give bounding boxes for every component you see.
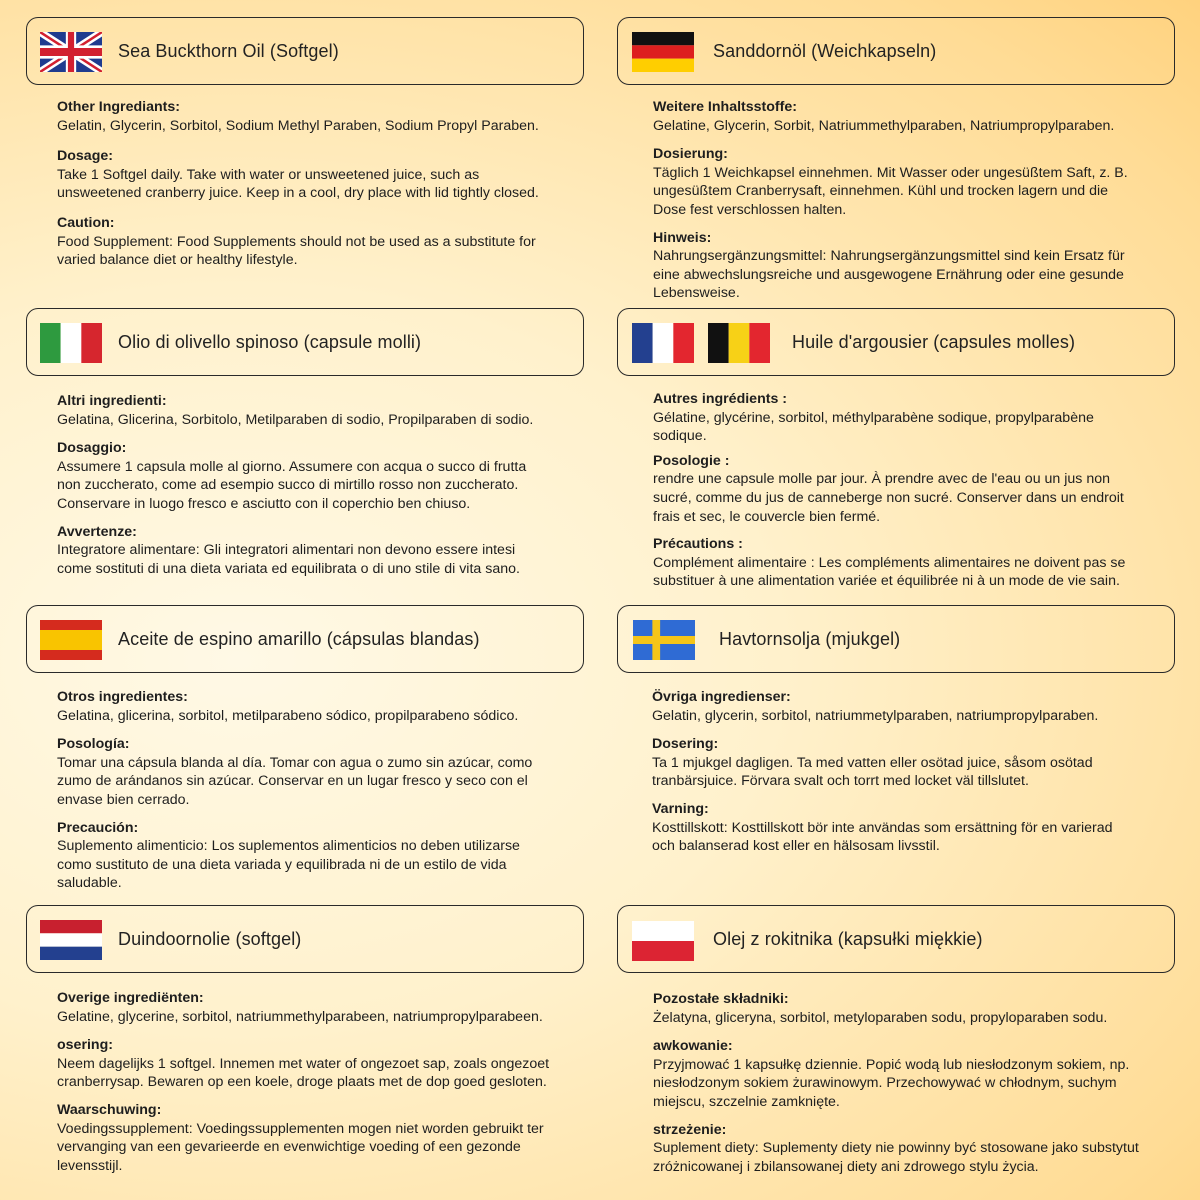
section-header-it <box>26 308 584 376</box>
section-title: Huile d'argousier (capsules molles) <box>792 331 1076 352</box>
section-title: Sea Buckthorn Oil (Softgel) <box>118 40 339 61</box>
item-line: frais et sec, le couvercle bien fermé. <box>653 508 881 525</box>
item-line: Kosttillskott: Kosttillskott bör inte användas som ersättning för en varierad <box>652 819 1113 836</box>
item-line: Ta 1 mjukgel dagligen. Ta med vatten eller osötad juice, såsom osötad <box>652 754 1093 771</box>
germany-flag-icon <box>632 32 694 72</box>
item-line: Suplement diety: Suplementy diety nie powinny być stosowane jako substytut <box>653 1140 1139 1157</box>
item-line: varied balance diet or healthy lifestyle. <box>57 252 298 269</box>
item-line: rendre une capsule molle par jour. À prendre avec de l'eau ou un jus non <box>653 471 1111 488</box>
item-line: substituer à une alimentation variée et équilibrée ni à un mode de vie sain. <box>653 573 1120 590</box>
item-line: Lebensweise. <box>653 285 740 302</box>
section-header-nl <box>26 905 584 973</box>
item-line: Take 1 Softgel daily. Take with water or unsweetened juice, such as <box>57 166 480 183</box>
item-line: Assumere 1 capsula molle al giorno. Assumere con acqua o succo di frutta <box>57 458 527 475</box>
item-line: ungesüßtem Cranberrysaft, einnehmen. Kühl und trocken lagern und die <box>653 183 1109 200</box>
item-heading: Altri ingredienti: <box>57 393 167 409</box>
item-line: Nahrungsergänzungsmittel: Nahrungsergänzungsmittel sind kein Ersatz für <box>653 248 1125 265</box>
italy-flag-icon <box>40 323 102 363</box>
item-line: och balanserad kost eller en hälsosam livsstil. <box>652 838 940 855</box>
item-heading: Dosierung: <box>653 146 728 163</box>
item-line: miejscu, szczelnie zamknięte. <box>653 1093 840 1110</box>
section-body-fr <box>653 390 1125 591</box>
item-line: Gelatin, glycerin, sorbitol, natriummetylparaben, natriumpropylparaben. <box>652 707 1099 724</box>
section-title: Duindoornolie (softgel) <box>118 928 302 949</box>
item-line: cranberrysap. Bewaren op een koele, droge plaats met de dop goed gesloten. <box>57 1074 547 1091</box>
item-line: sodique. <box>653 428 707 445</box>
item-line: Food Supplement: Food Supplements should not be used as a substitute for <box>57 233 536 250</box>
item-heading: Otros ingredientes: <box>57 689 188 705</box>
section-title: Olej z rokitnika (kapsułki miękkie) <box>713 928 983 949</box>
section-body-de <box>653 98 1128 303</box>
item-line: come sostituti di una dieta variata ed equilibrata o di uno stile di vita sano. <box>57 560 520 577</box>
item-line: Żelatyna, gliceryna, sorbitol, metyloparaben sodu, propyloparaben sodu. <box>653 1009 1108 1026</box>
item-line: Neem dagelijks 1 softgel. Innemen met water of ongezoet sap, zoals ongezoet <box>57 1055 550 1072</box>
uk-flag-icon <box>40 32 102 72</box>
section-body-it <box>57 392 533 578</box>
item-line: envase bien cerrado. <box>57 791 190 808</box>
item-line: zróżnicowanej i zbilansowanej diety ani zdrowego stylu życia. <box>653 1158 1039 1175</box>
section-body-es <box>57 688 532 893</box>
item-line: Gelatine, Glycerin, Sorbit, Natriummethylparaben, Natriumpropylparaben. <box>653 117 1115 134</box>
item-heading: Hinweis: <box>653 229 712 246</box>
item-line: Dose fest verschlossen halten. <box>653 201 847 218</box>
item-line: Przyjmować 1 kapsułkę dziennie. Popić wodą lub niesłodzonym sokiem, np. <box>653 1056 1130 1073</box>
item-heading: Précautions : <box>653 536 743 553</box>
item-line: Complément alimentaire : Les compléments alimentaires ne doivent pas se <box>653 554 1126 571</box>
item-line: Gelatina, glicerina, sorbitol, metilparabeno sódico, propilparabeno sódico. <box>57 707 519 724</box>
section-title: Aceite de espino amarillo (cápsulas blandas) <box>118 628 480 649</box>
item-heading: Waarschuwing: <box>57 1101 162 1118</box>
item-line: Täglich 1 Weichkapsel einnehmen. Mit Wasser oder ungesüßtem Saft, z. B. <box>653 164 1128 181</box>
item-line: Integratore alimentare: Gli integratori alimentari non devono essere intesi <box>57 542 516 559</box>
item-heading: Dosage: <box>57 148 113 165</box>
item-heading: Precaución: <box>57 819 139 836</box>
section-header-sv <box>617 605 1175 673</box>
item-line: Conservare in luogo fresco e asciutto con il coperchio ben chiuso. <box>57 495 471 512</box>
section-body-nl <box>57 989 549 1175</box>
item-heading: Weitere Inhaltsstoffe: <box>653 99 798 115</box>
section-header-pl <box>617 905 1175 973</box>
belgium-flag-icon <box>708 323 770 363</box>
section-header-es <box>26 605 584 673</box>
item-heading: Overige ingrediënten: <box>57 990 204 1006</box>
item-heading: osering: <box>57 1037 113 1054</box>
section-title: Olio di olivello spinoso (capsule molli) <box>118 331 422 352</box>
item-heading: Pozostałe składniki: <box>653 991 789 1007</box>
item-line: sucré, comme du jus de canneberge non sucré. Conserver dans un endroit <box>653 489 1124 506</box>
section-body-sv <box>652 688 1113 856</box>
item-line: vervanging van een gevarieerde en evenwichtige voeding of een gezonde <box>57 1139 521 1156</box>
item-line: eine abwechslungsreiche und ausgewogene Ernährung oder eine gesunde <box>653 266 1124 283</box>
item-line: Voedingssupplement: Voedingssupplementen mogen niet worden gebruikt ter <box>57 1120 544 1137</box>
section-header-fr <box>617 308 1175 376</box>
item-heading: strzeżenie: <box>653 1121 727 1138</box>
item-heading: Caution: <box>57 214 115 231</box>
section-title: Havtornsolja (mjukgel) <box>719 628 901 649</box>
item-line: como sustituto de una dieta variada y equilibrada ni de un estilo de vida <box>57 856 507 873</box>
france-flag-icon <box>632 323 694 363</box>
item-heading: Posologie : <box>653 452 730 469</box>
section-body-pl <box>653 990 1139 1176</box>
item-heading: Dosering: <box>652 736 719 753</box>
section-body-en <box>57 98 539 270</box>
item-line: Tomar una cápsula blanda al día. Tomar con agua o zumo sin azúcar, como <box>57 754 533 771</box>
item-line: Gélatine, glycérine, sorbitol, méthylparabène sodique, propylparabène <box>653 409 1094 426</box>
item-heading: Autres ingrédients : <box>653 391 788 407</box>
item-line: Gelatine, glycerine, sorbitol, natriummethylparabeen, natriumpropylparabeen. <box>57 1008 543 1025</box>
item-line: zumo de arándanos sin azúcar. Conservar en un lugar fresco y seco con el <box>57 773 528 790</box>
item-line: Gelatin, Glycerin, Sorbitol, Sodium Methyl Paraben, Sodium Propyl Paraben. <box>57 117 539 134</box>
item-line: tranbärsjuice. Förvara svalt och torrt med locket väl tillslutet. <box>652 773 1029 790</box>
section-title: Sanddornöl (Weichkapseln) <box>713 40 937 61</box>
item-heading: Posología: <box>57 736 130 753</box>
item-heading: awkowanie: <box>653 1038 733 1055</box>
item-line: levensstijl. <box>57 1157 123 1174</box>
item-heading: Avvertenze: <box>57 523 137 540</box>
item-heading: Dosaggio: <box>57 440 127 457</box>
item-heading: Varning: <box>652 800 709 817</box>
item-line: saludable. <box>57 875 122 892</box>
poland-flag-icon <box>632 921 694 961</box>
item-line: Suplemento alimenticio: Los suplementos alimenticios no deben utilizarse <box>57 838 520 855</box>
spain-flag-icon <box>40 620 102 660</box>
item-heading: Övriga ingredienser: <box>652 689 791 705</box>
section-header-de <box>617 17 1175 85</box>
item-heading: Other Ingrediants: <box>57 99 180 115</box>
item-line: Gelatina, Glicerina, Sorbitolo, Metilparaben di sodio, Propilparaben di sodio. <box>57 411 534 428</box>
netherlands-flag-icon <box>40 920 102 960</box>
section-header-en <box>26 17 584 85</box>
item-line: niesłodzonym sokiem żurawinowym. Przechowywać w chłodnym, suchym <box>653 1075 1117 1092</box>
sweden-flag-icon <box>633 620 695 660</box>
item-line: unsweetened cranberry juice. Keep in a cool, dry place with lid tightly closed. <box>57 185 539 202</box>
item-line: non zuccherato, come ad esempio succo di mirtillo rosso non zuccherato. <box>57 477 519 494</box>
